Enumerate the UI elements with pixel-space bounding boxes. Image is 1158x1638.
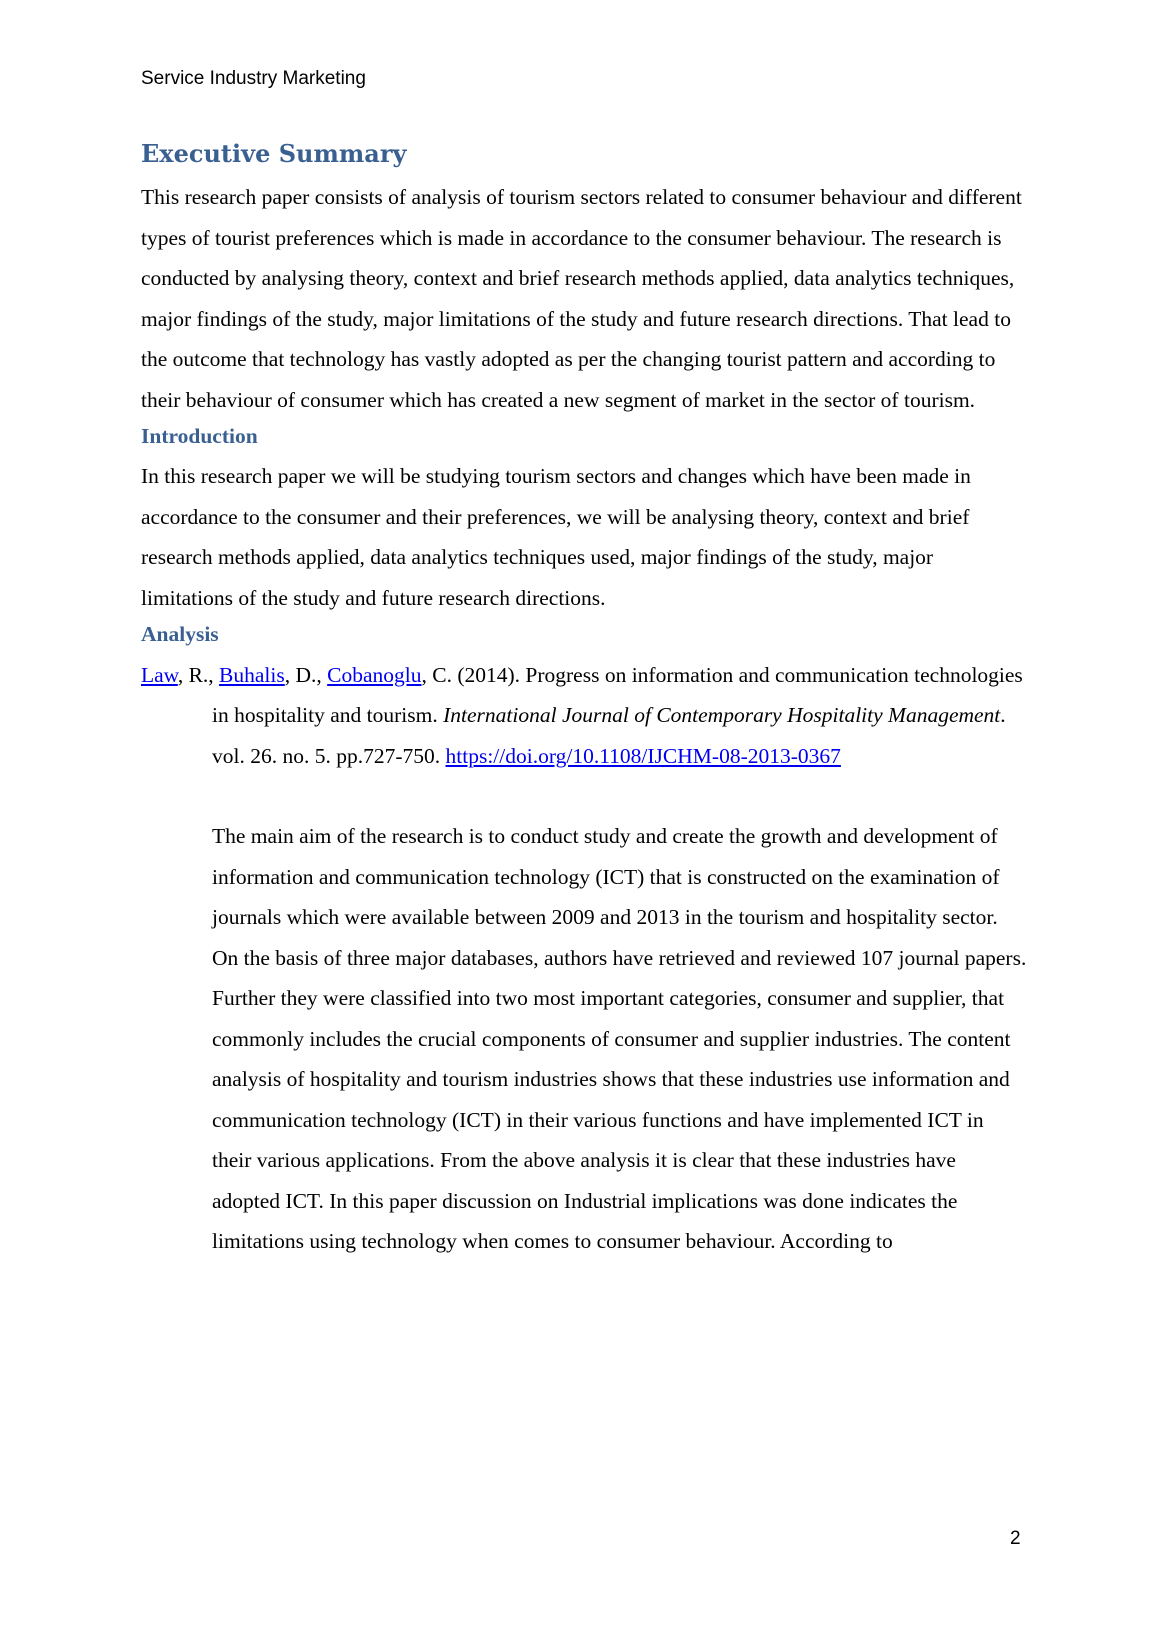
analysis-heading: Analysis — [141, 622, 219, 647]
journal-name: International Journal of Contemporary Hospitality Management — [443, 703, 1001, 728]
page-content — [141, 138, 1027, 1262]
page-number: 2 — [1010, 1528, 1021, 1549]
reference-entry — [141, 655, 1027, 777]
doi-link[interactable]: https://doi.org/10.1108/IJCHM-08-2013-0367 — [445, 743, 841, 768]
reference-details: . vol. 26. no. 5. pp.727-750. — [212, 703, 1006, 768]
running-header: Service Industry Marketing — [141, 68, 366, 89]
reference-separator: , R., — [177, 662, 220, 687]
reference-title-text: , C. (2014). Progress on information and communication technologies in hospitality and tourism. — [212, 662, 1023, 728]
author-link-law[interactable]: Law — [141, 662, 178, 687]
author-link-buhalis[interactable]: Buhalis — [219, 662, 285, 687]
introduction-heading: Introduction — [141, 424, 258, 449]
executive-summary-heading: Executive Summary — [141, 139, 407, 168]
introduction-text: In this research paper we will be studying tourism sectors and changes which have been made in accordance to the consumer and their preferences, we will be analysing theory, context and brief research methods applied, data analytics techniques used, major findings of the study, major limitations of the study and future research directions. — [141, 464, 971, 610]
reference-separator: , D., — [284, 662, 328, 687]
executive-summary-text: This research paper consists of analysis of tourism sectors related to consumer behaviour and different types of tourist preferences which is made in accordance to the consumer behaviour. The research is conducted by analysing theory, context and brief research methods applied, data analytics techniques, major findings of the study, major limitations of the study and future research directions. That lead to the outcome that technology has vastly adopted as per the changing tourist pattern and according to their behaviour of consumer which has created a new segment of market in the sector of tourism. — [141, 185, 1022, 412]
analysis-paragraph: The main aim of the research is to conduct study and create the growth and development of information and communication technology (ICT) that is constructed on the examination of journals which were available between 2009 and 2013 in the tourism and hospitality sector. On the basis of three major databases, authors have retrieved and reviewed 107 journal papers. Further they were classified into two most important categories, consumer and supplier, that commonly includes the crucial components of consumer and supplier industries. The content analysis of hospitality and tourism industries shows that these industries use information and communication technology (ICT) in their various functions and have implemented ICT in their various applications. From the above analysis it is clear that these industries have adopted ICT. In this paper discussion on Industrial implications was done indicates the limitations using technology when comes to consumer behaviour. According to — [212, 824, 1027, 1254]
author-link-cobanoglu[interactable]: Cobanoglu — [327, 662, 422, 687]
